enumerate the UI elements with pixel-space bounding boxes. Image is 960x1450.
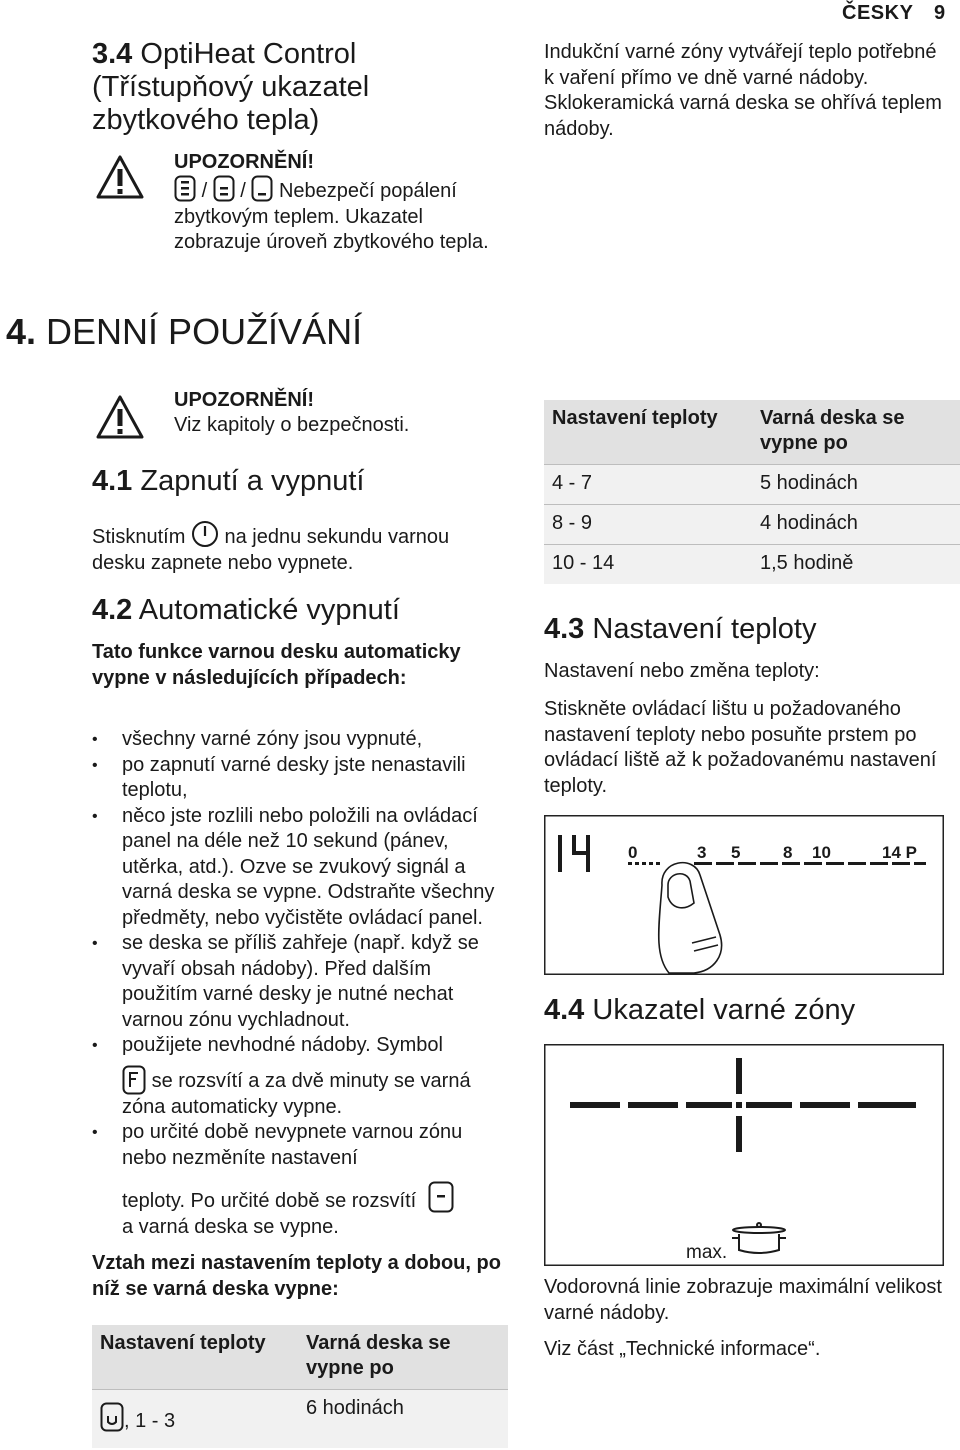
column-header: Varná deska se vypne po (752, 400, 960, 465)
table-cell: 6 hodinách (298, 1390, 508, 1449)
list-item-text: teploty. Po určité době se rozsvítí (122, 1190, 417, 1212)
warning-block-residual-heat (174, 150, 504, 256)
residual-heat-high-icon (174, 175, 196, 202)
header-language: ČESKY (842, 2, 914, 24)
section-title-text: Automatické vypnutí (138, 594, 400, 626)
table-header-row (92, 1325, 508, 1390)
residual-heat-medium-icon (213, 175, 235, 202)
section-number: 3.4 (92, 38, 133, 70)
warning-text-residual-heat (174, 175, 504, 256)
on-off-text-after: na jednu sekundu varnou desku zapnete nebo vypnete. (92, 526, 450, 574)
scale-label-10: 10 (812, 843, 831, 862)
relation-heading: Vztah mezi nastavením teploty a dobou, po níž se varná deska vypne: (92, 1252, 501, 1300)
separator: / (240, 180, 246, 202)
scale-label-8: 8 (783, 843, 793, 862)
warning-title: UPOZORNĚNÍ! (174, 151, 314, 173)
table-cell: 1,5 hodině (752, 545, 960, 585)
section-4-1-title (92, 465, 364, 498)
section-number: 4.4 (544, 994, 585, 1026)
temperature-setting-text1: Nastavení nebo změna teploty: (544, 660, 820, 682)
zone-indicator-text1: Vodorovná linie zobrazuje maximální velikost varné nádoby. (544, 1276, 942, 1324)
table-row (544, 545, 960, 585)
column-header: Nastavení teploty (544, 400, 752, 465)
cooking-zone-indicator-figure (544, 1044, 944, 1266)
table-cell: 10 - 14 (544, 545, 752, 585)
scale-label-0: 0 (628, 843, 638, 862)
residual-heat-low-icon (251, 175, 273, 202)
list-item: • se deska se příliš zahřeje (např. když se vyvaří obsah nádoby). Před dalším použitím varné desky je nutné nechat varnou zónu vychladnout. (92, 931, 507, 1033)
section-4-3-title (544, 613, 816, 646)
list-item: • všechny varné zóny jsou vypnuté, (92, 727, 507, 753)
section-title-text: Zapnutí a vypnutí (140, 465, 365, 497)
column-header: Nastavení teploty (92, 1325, 298, 1390)
section-title-text: Nastavení teploty (592, 613, 817, 645)
power-icon (191, 520, 219, 548)
dash-symbol-icon (428, 1181, 454, 1213)
section-title-text: OptiHeat Control (Třístupňový ukazatel zbytkového tepla) (92, 38, 370, 136)
column-header: Varná deska se vypne po (298, 1325, 508, 1390)
control-bar-figure (544, 815, 944, 975)
chapter-number: 4. (6, 311, 37, 352)
table-cell: 5 hodinách (752, 465, 960, 505)
scale-label-3: 3 (697, 843, 707, 862)
section-4-2-title (92, 594, 400, 627)
induction-intro-text: Indukční varné zóny vytvářejí teplo potřebné k vaření přímo ve dně varné nádoby. Sklokeramická varná deska se ohřívá teplem nádoby. (544, 41, 942, 140)
scale-label-5: 5 (731, 843, 741, 862)
setting-range: , 1 - 3 (124, 1410, 176, 1432)
zone-indicator-text2: Viz část „Technické informace“. (544, 1338, 821, 1360)
warning-text: Nebezpečí popálení zbytkovým teplem. Ukazatel zobrazuje úroveň zbytkového tepla. (174, 180, 489, 253)
separator: / (201, 180, 208, 202)
warning-icon (96, 395, 144, 439)
list-item (92, 1120, 507, 1240)
table-cell: 4 hodinách (752, 505, 960, 545)
list-item: • po zapnutí varné desky jste nenastavili teplotu, (92, 753, 507, 804)
table-cell: 4 - 7 (544, 465, 752, 505)
scale-label-14p: 14 P (882, 843, 917, 862)
warning-block-safety (174, 388, 504, 439)
auto-off-table-right (544, 400, 960, 584)
section-number: 4.2 (92, 594, 133, 626)
warning-title: UPOZORNĚNÍ! (174, 389, 314, 411)
list-item-text: a varná deska se vypne. (122, 1215, 339, 1238)
table-cell: 8 - 9 (544, 505, 752, 545)
list-item-text: použijete nevhodné nádoby. Symbol (122, 1034, 443, 1056)
auto-off-table-left (92, 1325, 508, 1448)
warning-icon (96, 155, 144, 199)
auto-off-conditions-list (92, 727, 507, 1240)
section-3-4-title (92, 38, 422, 137)
list-item: • něco jste rozlili nebo položili na ovládací panel na déle než 10 sekund (pánev, utěrka, atd.). Ozve se zvukový signál a varná deska se vypne. Odstraňte všechny předměty, nebo vyčistěte ovládací panel. (92, 804, 507, 932)
cookware-error-f-icon (122, 1065, 146, 1095)
table-cell (92, 1390, 298, 1449)
page-number: 9 (934, 2, 946, 24)
figure-frame (545, 816, 944, 975)
section-4-1-text (92, 520, 502, 576)
section-title-text: Ukazatel varné zóny (592, 994, 856, 1026)
warning-text: Viz kapitoly o bezpečnosti. (174, 414, 410, 436)
section-4-4-title (544, 994, 855, 1027)
temperature-setting-text2: Stiskněte ovládací lištu u požadovaného nastavení teploty nebo posuňte prstem po ovládací liště až k požadovanému nastavení teploty. (544, 698, 937, 797)
section-number: 4.1 (92, 465, 133, 497)
table-row (92, 1390, 508, 1449)
max-label: max. (686, 1242, 728, 1263)
on-off-text-before: Stisknutím (92, 526, 186, 548)
table-header-row (544, 400, 960, 465)
chapter-4-title (6, 312, 362, 352)
list-item-text: po určité době nevypnete varnou zónu nebo nezměníte nastavení (122, 1121, 463, 1169)
list-item-text: se rozsvítí a za dvě minuty se varná zóna automaticky vypne. (122, 1069, 471, 1118)
chapter-title-text: DENNÍ POUŽÍVÁNÍ (46, 311, 363, 352)
table-row (544, 505, 960, 545)
list-item (92, 1033, 507, 1120)
table-row (544, 465, 960, 505)
auto-off-intro: Tato funkce varnou desku automaticky vypne v následujících případech: (92, 641, 461, 689)
keep-warm-icon (100, 1402, 124, 1432)
section-number: 4.3 (544, 613, 585, 645)
